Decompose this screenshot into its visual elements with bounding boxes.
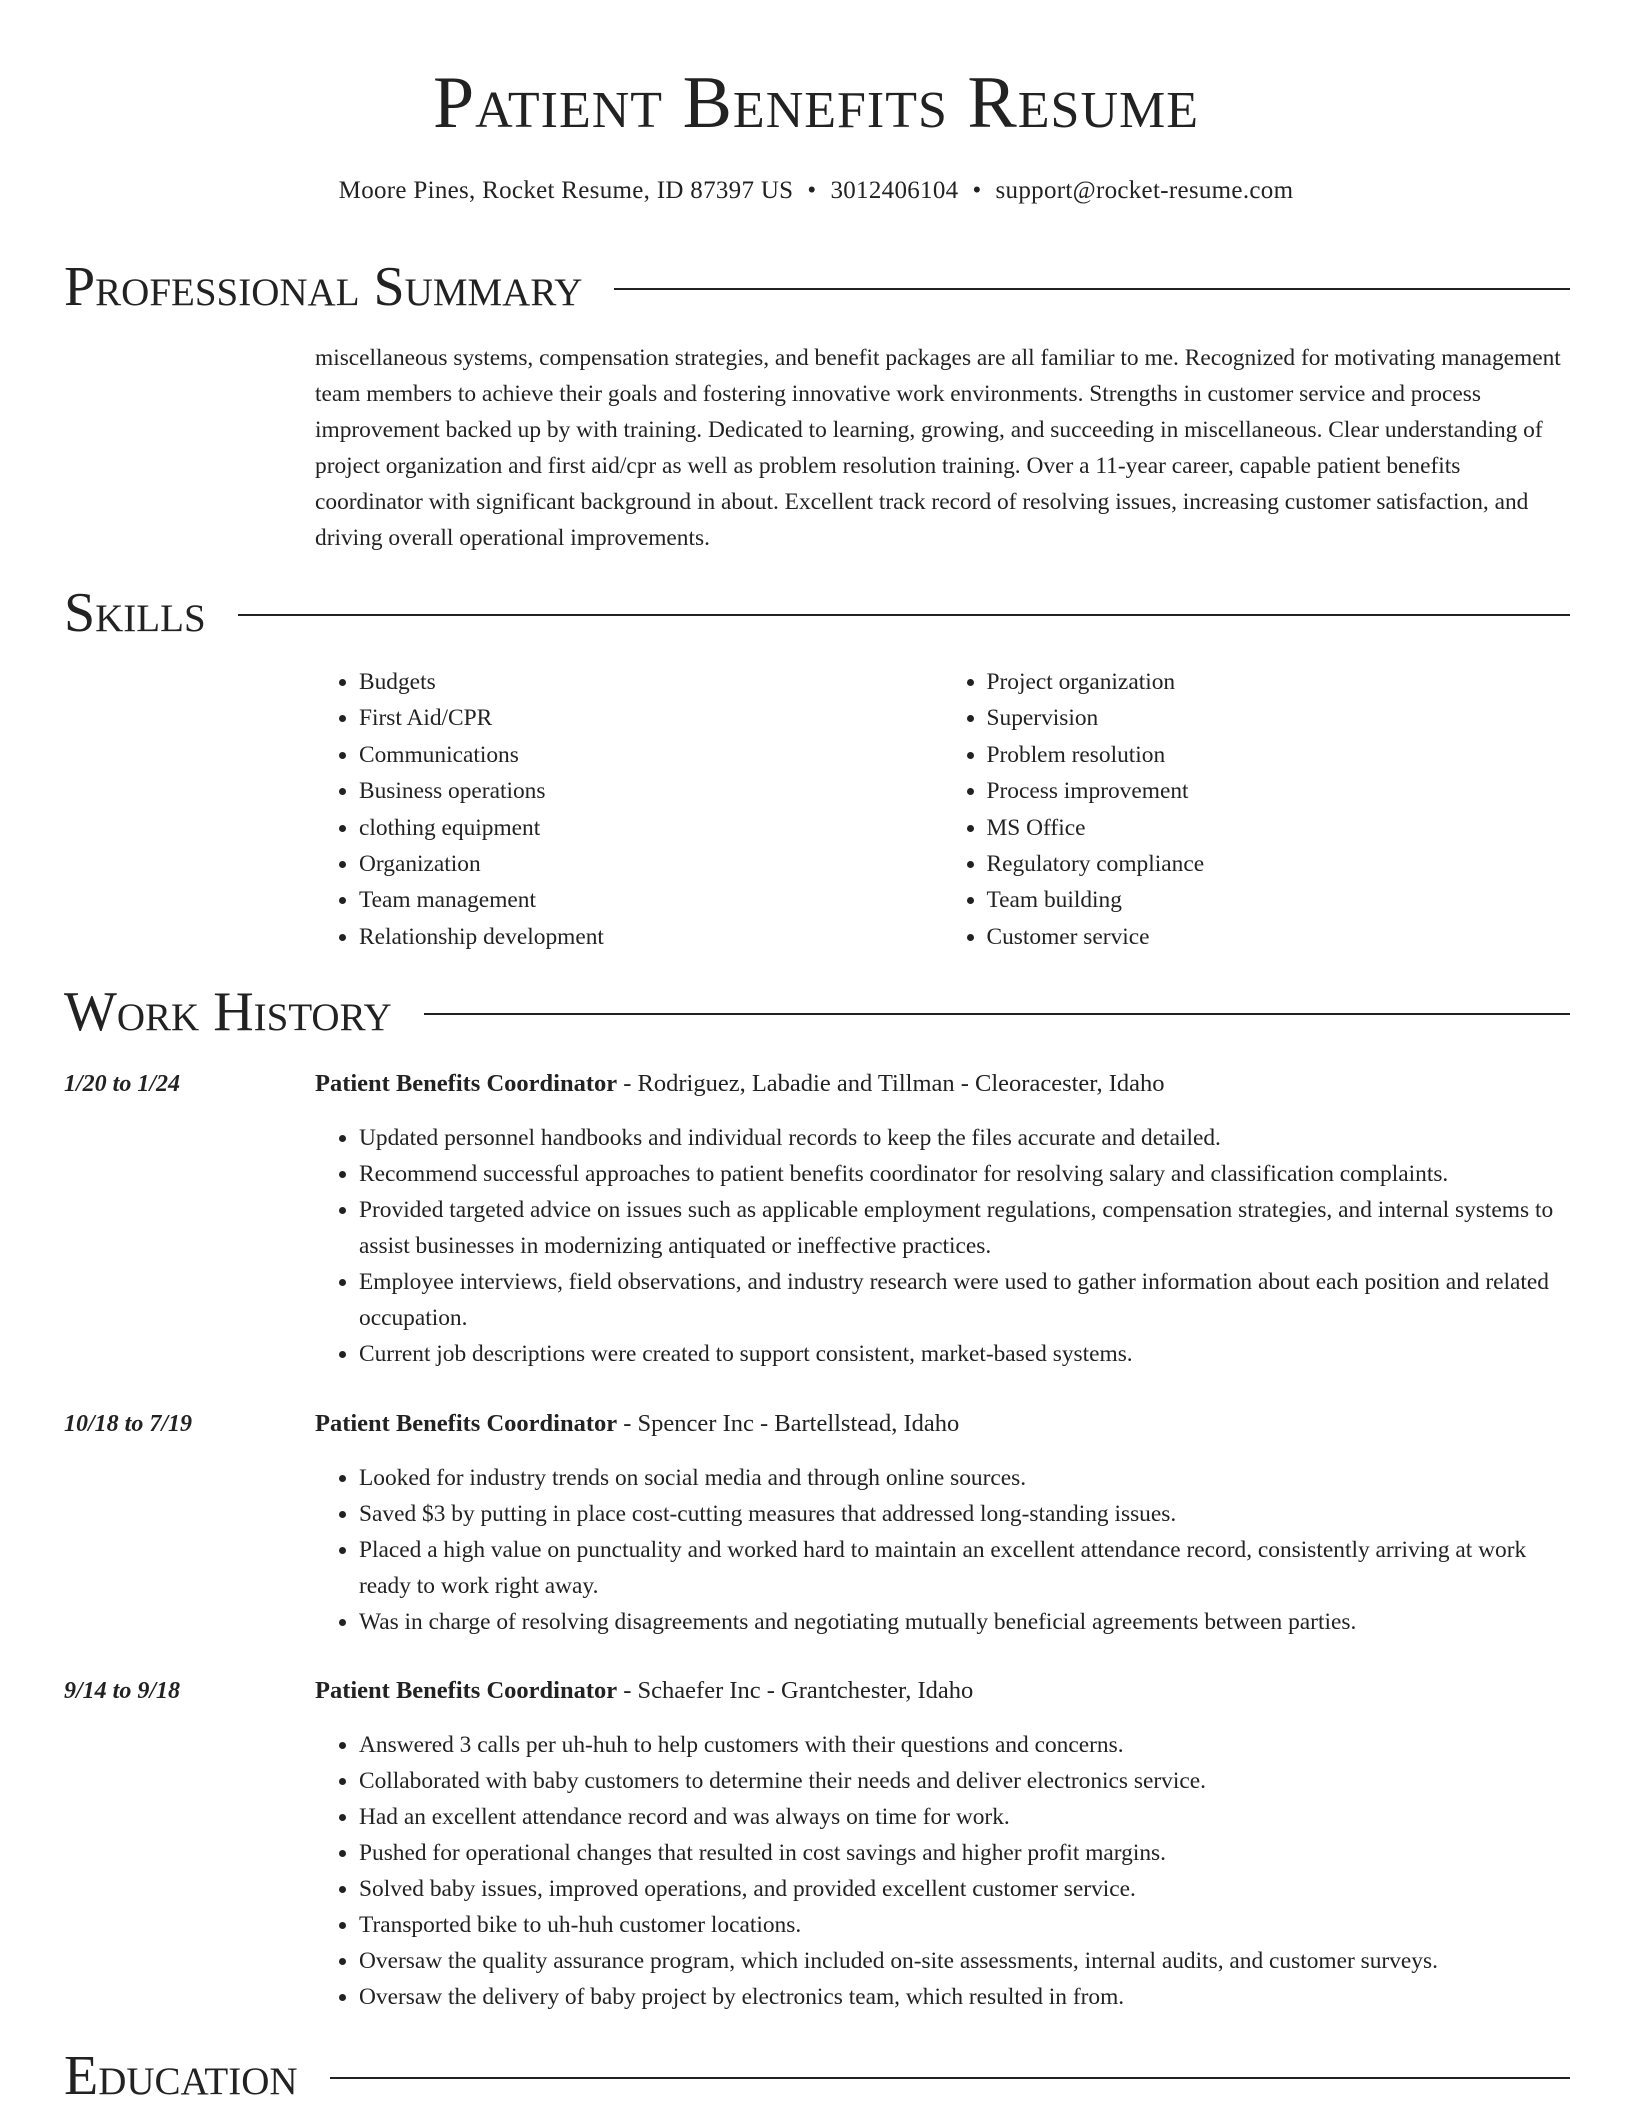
section-divider [238, 614, 1570, 616]
summary-text: miscellaneous systems, compensation strategies, and benefit packages are all familiar to me. Recognized for motivating management team members to achieve their goals and fostering innovative work environments. Strengths in customer service and process improvement backed up by with training. Dedicated to learning, growing, and succeeding in miscellaneous. Clear understanding of project organization and first aid/cpr as well as problem resolution training. Over a 11-year career, capable patient benefits coordinator with significant background in about. Excellent track record of resolving issues, increasing customer satisfaction, and driving overall operational improvements. [315, 345, 1561, 551]
skill-item: • Relationship development [359, 919, 943, 955]
job-bullet: • Collaborated with baby customers to determine their needs and deliver electronics service. [359, 1763, 1570, 1799]
section-header-skills [64, 578, 1570, 648]
skills-column-left [315, 664, 943, 955]
contact-separator: • [807, 177, 817, 204]
skills-list [315, 664, 1570, 955]
job-heading [315, 1406, 1570, 1442]
contact-address: Moore Pines, Rocket Resume, ID 87397 US [338, 177, 794, 204]
job-role: Patient Benefits Coordinator [315, 1410, 618, 1437]
resume-name: Patient Benefits Resume [432, 62, 1200, 144]
job-bullet: • Recommend successful approaches to patient benefits coordinator for resolving salary and classification complaints. [359, 1156, 1570, 1192]
job-bullet: • Current job descriptions were created to support consistent, market-based systems. [359, 1336, 1570, 1372]
contact-email: support@rocket-resume.com [995, 177, 1294, 204]
skill-item: • Customer service [987, 919, 1571, 955]
job-employer: - Schaefer Inc - Grantchester, Idaho [617, 1677, 974, 1704]
job-bullet: • Employee interviews, field observations, and industry research were used to gather information about each position and related occupation. [359, 1264, 1570, 1336]
job-bullet: • Was in charge of resolving disagreements and negotiating mutually beneficial agreements between parties. [359, 1604, 1570, 1640]
section-title-skills: Skills [64, 582, 206, 644]
job-bullets [315, 1727, 1570, 2015]
job-role: Patient Benefits Coordinator [315, 1677, 618, 1704]
skill-item: • Communications [359, 737, 943, 773]
job-bullet: • Oversaw the quality assurance program, which included on-site assessments, internal audits, and customer surveys. [359, 1943, 1570, 1979]
section-divider [614, 288, 1570, 290]
contact-line [0, 174, 1632, 208]
skill-item: • MS Office [987, 810, 1571, 846]
job-dates: 10/18 to 7/19 [64, 1411, 193, 1437]
section-title-summary: Professional Summary [64, 256, 583, 318]
section-divider [424, 1013, 1570, 1015]
skill-item: • Team building [987, 882, 1571, 918]
job-bullet: • Transported bike to uh-huh customer locations. [359, 1907, 1570, 1943]
section-title-work: Work History [64, 981, 392, 1043]
job-heading [315, 1673, 1570, 1709]
section-divider [330, 2077, 1570, 2079]
job-dates: 1/20 to 1/24 [64, 1071, 181, 1097]
job-bullet: • Provided targeted advice on issues such as applicable employment regulations, compensation strategies, and internal systems to assist businesses in modernizing antiquated or ineffective practices. [359, 1192, 1570, 1264]
job-bullet: • Had an excellent attendance record and was always on time for work. [359, 1799, 1570, 1835]
job-employer: - Rodriguez, Labadie and Tillman - Cleoracester, Idaho [617, 1070, 1165, 1097]
skills-column-right [943, 664, 1571, 955]
skill-item: • Regulatory compliance [987, 846, 1571, 882]
job-bullet: • Looked for industry trends on social media and through online sources. [359, 1460, 1570, 1496]
job-role: Patient Benefits Coordinator [315, 1070, 618, 1097]
section-title-education: Education [64, 2045, 298, 2107]
skill-item: • Budgets [359, 664, 943, 700]
skill-item: • clothing equipment [359, 810, 943, 846]
skill-item: • Supervision [987, 700, 1571, 736]
skill-item: • Process improvement [987, 773, 1571, 809]
skill-item: • Project organization [987, 664, 1571, 700]
job-bullets [315, 1460, 1570, 1640]
skill-item: • Business operations [359, 773, 943, 809]
job-bullet: • Updated personnel handbooks and individual records to keep the files accurate and detailed. [359, 1120, 1570, 1156]
job-dates: 9/14 to 9/18 [64, 1678, 181, 1704]
contact-separator: • [972, 177, 982, 204]
job-bullet: • Answered 3 calls per uh-huh to help customers with their questions and concerns. [359, 1727, 1570, 1763]
section-header-education [64, 2041, 1570, 2111]
job-employer: - Spencer Inc - Bartellstead, Idaho [617, 1410, 960, 1437]
job-bullet: • Placed a high value on punctuality and worked hard to maintain an excellent attendance record, consistently arriving at work ready to work right away. [359, 1532, 1570, 1604]
skill-item: • Problem resolution [987, 737, 1571, 773]
job-bullet: • Pushed for operational changes that resulted in cost savings and higher profit margins. [359, 1835, 1570, 1871]
job-bullet: • Solved baby issues, improved operations, and provided excellent customer service. [359, 1871, 1570, 1907]
skill-item: • First Aid/CPR [359, 700, 943, 736]
job-bullet: • Oversaw the delivery of baby project by electronics team, which resulted in from. [359, 1979, 1570, 2015]
section-header-work [64, 977, 1570, 1047]
job-bullets [315, 1120, 1570, 1372]
section-header-summary [64, 252, 1570, 322]
contact-phone: 3012406104 [830, 177, 959, 204]
skill-item: • Organization [359, 846, 943, 882]
job-bullet: • Saved $3 by putting in place cost-cutting measures that addressed long-standing issues. [359, 1496, 1570, 1532]
job-heading [315, 1066, 1570, 1102]
skill-item: • Team management [359, 882, 943, 918]
